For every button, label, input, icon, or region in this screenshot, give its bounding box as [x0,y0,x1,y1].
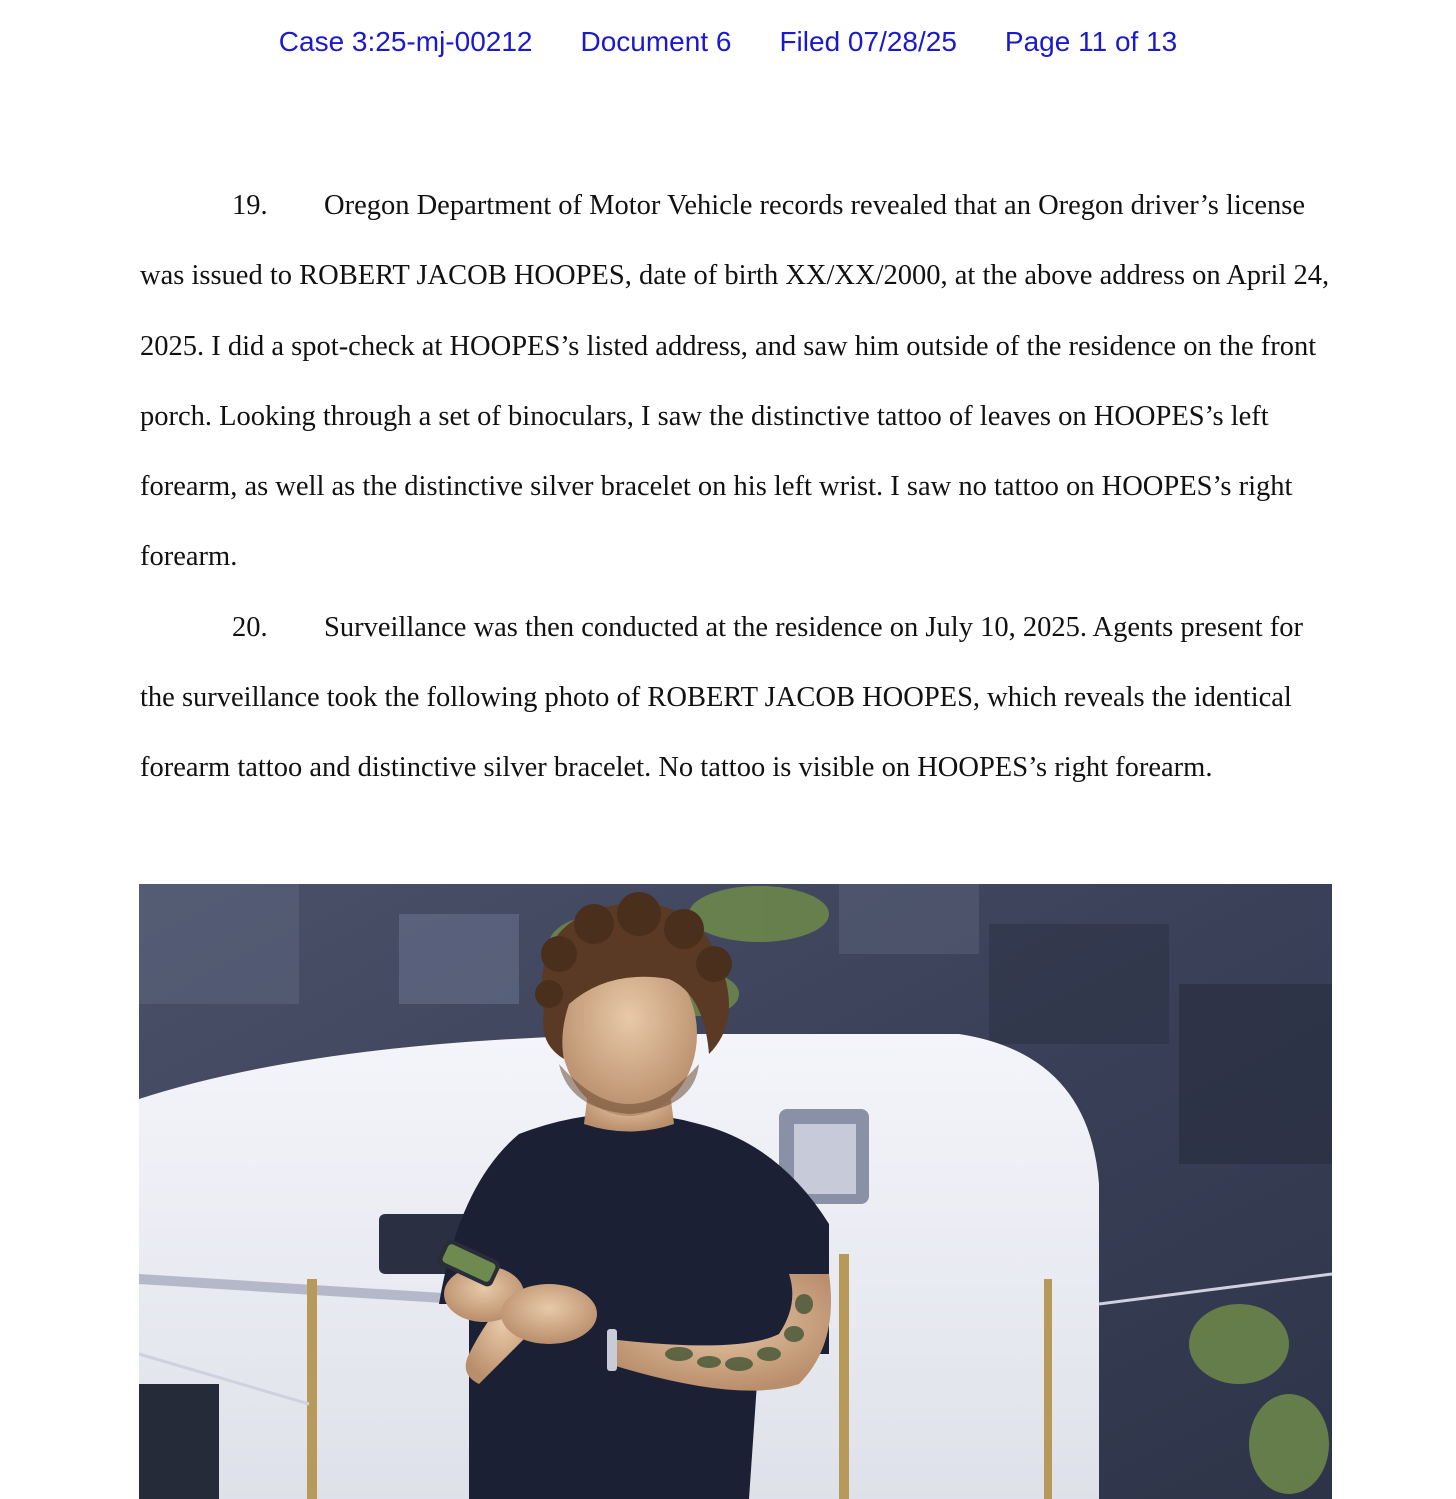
filed-date: Filed 07/28/25 [779,26,957,57]
case-header [0,26,1456,58]
case-number: Case 3:25-mj-00212 [278,26,533,57]
paragraph-number: 19. [232,190,268,221]
paragraph-number: 20. [232,611,268,643]
paragraph-20 [140,593,1332,804]
paragraph-text: Oregon Department of Motor Vehicle records revealed that an Oregon driver’s license was issued to ROBERT JACOB HOOPES, date of birth XX/XX/2000, at the above address on April 24, 2025. I did a spot-check at HOOPES’s listed address, and saw him outside of the residence on the front porch. Looking through a set of binoculars, I saw the distinctive tattoo of leaves on HOOPES’s left forearm, as well as the distinctive silver bracelet on his left wrist. I saw no tattoo on HOOPES’s right forearm. [140,190,1330,573]
surveillance-photo-illustration [139,884,1332,1499]
page-number: Page 11 of 13 [1004,26,1178,57]
surveillance-photo [139,884,1332,1499]
document-number: Document 6 [580,26,732,57]
paragraph-19 [140,171,1332,593]
document-body [140,171,1332,804]
paragraph-text: Surveillance was then conducted at the residence on July 10, 2025. Agents present for the surveillance took the following photo of ROBERT JACOB HOOPES, which reveals the identical forearm tattoo and distinctive silver bracelet. No tattoo is visible on HOOPES’s right forearm. [140,611,1304,784]
